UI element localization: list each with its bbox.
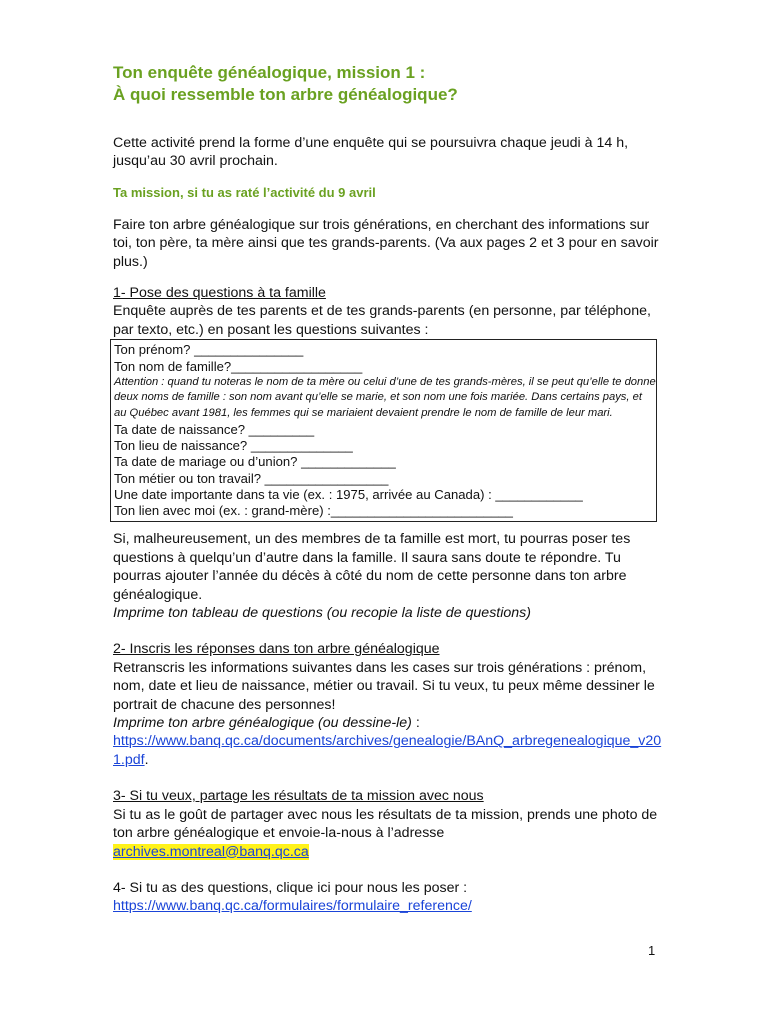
section-4-text: 4- Si tu as des questions, clique ici pour nous les poser :	[113, 879, 468, 896]
mission-subtitle: Ta mission, si tu as raté l’activité du 9 avril	[113, 184, 376, 200]
section-2-print-colon: :	[411, 715, 420, 732]
section-2	[113, 640, 663, 769]
section-3	[113, 787, 663, 861]
section-2-print-note: Imprime ton arbre généalogique (ou dessine-le)	[113, 715, 412, 732]
section-1-print-note: Imprime ton tableau de questions (ou recopie la liste de questions)	[113, 605, 531, 622]
section-2-text: Retranscris les informations suivantes dans les cases sur trois générations : prénom, nom, date et lieu de naissance, métier ou travail. Si tu veux, tu peux même dessiner le portrait de chacune des personnes!	[113, 659, 655, 713]
arbre-pdf-link[interactable]: https://www.banq.qc.ca/documents/archives/genealogie/BAnQ_arbregenealogique_v201.pdf	[113, 733, 662, 768]
section-2-heading: 2- Inscris les réponses dans ton arbre généalogique	[113, 641, 440, 658]
section-1-after-text: Si, malheureusement, un des membres de ta famille est mort, tu pourras poser tes questions à quelqu’un d’autre dans la famille. Il saura sans doute te répondre. Tu pourras ajouter l’année du décès à côté du nom de cette personne dans ton arbre généalogique.	[113, 531, 631, 603]
mission-paragraph: Faire ton arbre généalogique sur trois générations, en cherchant des informations sur toi, ton père, ta mère ainsi que tes grands-parents. (Va aux pages 2 et 3 pour en savoir plus.)	[113, 216, 659, 270]
question-prenom: Ton prénom? _______________	[114, 342, 304, 358]
section-1-heading: 1- Pose des questions à ta famille	[113, 285, 326, 302]
question-date-importante: Une date importante dans ta vie (ex. : 1975, arrivée au Canada) : ____________	[114, 486, 583, 502]
document-page	[113, 62, 663, 916]
reference-form-link[interactable]: https://www.banq.qc.ca/formulaires/formulaire_reference/	[113, 898, 472, 915]
page-number: 1	[648, 943, 656, 958]
attention-note: Attention : quand tu noteras le nom de ta mère ou celui d’une de tes grands-mères, il se peut qu’elle te donne deux noms de famille : son nom avant qu’elle se marie, et son nom une fois mariée. Dans certains pays, et au Québec avant 1981, les femmes qui se mariaient devaient prendre le nom de famille de leur mari.	[114, 375, 656, 420]
section-3-text: Si tu as le goût de partager avec nous les résultats de ta mission, prends une photo de ton arbre généalogique et envoie-la-nous à l’adresse	[113, 806, 658, 842]
document-title	[113, 62, 663, 106]
title-line-2: À quoi ressemble ton arbre généalogique?	[113, 85, 458, 104]
section-4-link-line	[113, 897, 663, 915]
section-2-link-end: .	[144, 751, 149, 768]
section-3-email-line	[113, 843, 663, 861]
section-3-heading: 3- Si tu veux, partage les résultats de ta mission avec nous	[113, 788, 484, 805]
section-2-link-line	[113, 732, 663, 769]
question-nom: Ton nom de famille?__________________	[114, 358, 363, 374]
section-4	[113, 879, 663, 916]
email-link[interactable]: archives.montreal@banq.qc.ca	[113, 843, 309, 860]
section-1	[113, 284, 663, 622]
title-line-1: Ton enquête généalogique, mission 1 :	[113, 63, 426, 82]
question-date-naissance: Ta date de naissance? _________	[114, 421, 315, 437]
question-lien: Ton lien avec moi (ex. : grand-mère) :_________________________	[114, 503, 513, 519]
section-2-print-line	[113, 714, 663, 732]
intro-paragraph: Cette activité prend la forme d’une enquête qui se poursuivra chaque jeudi à 14 h, jusqu’au 30 avril prochain.	[113, 135, 629, 170]
questions-box	[110, 339, 657, 522]
question-lieu-naissance: Ton lieu de naissance? ______________	[114, 437, 353, 453]
question-metier: Ton métier ou ton travail? _________________	[114, 470, 389, 486]
question-mariage: Ta date de mariage ou d’union? _____________	[114, 454, 396, 470]
section-1-text: Enquête auprès de tes parents et de tes grands-parents (en personne, par téléphone, par texto, etc.) en posant les questions suivantes :	[113, 303, 651, 338]
